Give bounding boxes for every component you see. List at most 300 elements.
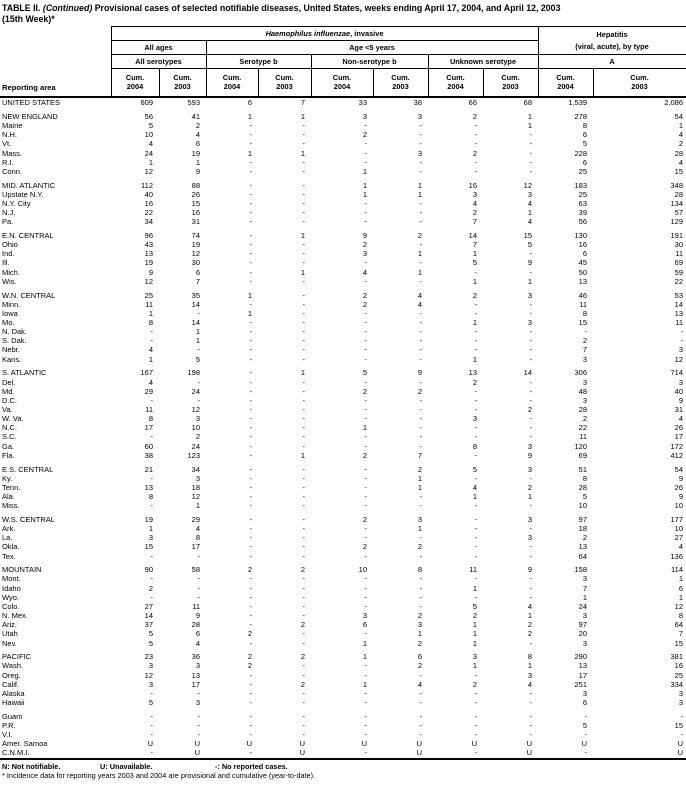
value-cell: 2 bbox=[582, 414, 588, 424]
value-cell: 1 bbox=[678, 592, 684, 602]
reporting-area-cell: N.C. bbox=[2, 423, 17, 433]
value-cell: - bbox=[529, 377, 533, 387]
table-row bbox=[0, 149, 686, 158]
value-cell: 251 bbox=[574, 679, 588, 689]
value-cell: 16 bbox=[144, 198, 153, 208]
value-cell: 17 bbox=[191, 542, 200, 552]
value-cell: 8 bbox=[527, 652, 533, 662]
value-cell: - bbox=[419, 583, 422, 593]
value-cell: 3 bbox=[582, 638, 588, 648]
value-cell: 16 bbox=[468, 180, 477, 190]
value-cell: 2 bbox=[362, 290, 367, 300]
value-cell: - bbox=[474, 501, 477, 511]
value-cell: - bbox=[419, 670, 422, 680]
table-row bbox=[0, 190, 686, 199]
value-cell: 4 bbox=[678, 414, 684, 424]
value-cell: 2 bbox=[527, 482, 533, 492]
value-cell: - bbox=[302, 249, 305, 259]
reporting-area-cell: Upstate N.Y. bbox=[2, 189, 44, 199]
value-cell: 1,539 bbox=[568, 98, 588, 108]
value-cell: 28 bbox=[674, 189, 684, 199]
value-cell: - bbox=[150, 748, 153, 758]
value-cell: U bbox=[194, 748, 200, 758]
value-cell: - bbox=[302, 377, 305, 387]
value-cell: 48 bbox=[578, 386, 588, 396]
value-cell: - bbox=[249, 492, 252, 501]
footnote-not-notifiable: N: Not notifiable. bbox=[2, 761, 61, 771]
value-cell: - bbox=[302, 720, 305, 730]
value-cell: - bbox=[249, 180, 252, 190]
footnote-keys bbox=[2, 762, 686, 771]
value-cell: 24 bbox=[578, 601, 588, 611]
value-cell: 15 bbox=[578, 318, 588, 327]
value-cell: 4 bbox=[417, 290, 422, 300]
value-cell: U bbox=[526, 748, 533, 758]
value-cell: - bbox=[419, 157, 422, 167]
table-row bbox=[0, 465, 686, 474]
value-cell: - bbox=[419, 441, 422, 451]
value-cell: - bbox=[364, 318, 367, 327]
value-cell: - bbox=[529, 308, 533, 318]
value-cell: - bbox=[364, 482, 367, 492]
value-cell: - bbox=[302, 395, 305, 405]
value-cell: 2 bbox=[362, 130, 367, 140]
value-cell: - bbox=[249, 482, 252, 492]
value-cell: 1 bbox=[472, 620, 477, 630]
value-cell: - bbox=[249, 130, 252, 140]
value-cell: 3 bbox=[527, 290, 533, 300]
value-cell: - bbox=[249, 395, 252, 405]
value-cell: 96 bbox=[144, 231, 153, 240]
value-cell: 2 bbox=[678, 139, 684, 149]
value-cell: 1 bbox=[678, 574, 684, 584]
table-title-label: TABLE II. bbox=[2, 3, 41, 13]
reporting-area-cell: N.Y. City bbox=[2, 198, 31, 208]
column-group-hepatitis: Hepatitis (viral, acute), by type bbox=[538, 27, 686, 55]
value-cell: 1 bbox=[362, 166, 367, 176]
value-cell: 6 bbox=[678, 583, 684, 593]
value-cell: - bbox=[249, 405, 252, 414]
value-cell: - bbox=[249, 208, 252, 218]
table-row bbox=[0, 258, 686, 267]
value-cell: - bbox=[529, 592, 533, 602]
value-cell: 16 bbox=[578, 240, 588, 250]
value-cell: 15 bbox=[523, 231, 533, 240]
value-cell: 593 bbox=[187, 98, 200, 108]
value-cell: 2 bbox=[417, 386, 422, 396]
reporting-area-cell: Ind. bbox=[2, 249, 15, 259]
value-cell: - bbox=[419, 601, 422, 611]
value-cell: 4 bbox=[417, 299, 422, 309]
value-cell: 4 bbox=[678, 130, 684, 140]
value-cell: - bbox=[249, 748, 252, 758]
value-cell: U bbox=[194, 739, 200, 749]
value-cell: U bbox=[471, 739, 477, 749]
value-cell: 22 bbox=[144, 208, 153, 218]
value-cell: - bbox=[197, 574, 200, 584]
table-row bbox=[0, 474, 686, 483]
value-cell: 2 bbox=[362, 514, 367, 524]
value-cell: 22 bbox=[578, 423, 588, 433]
value-cell: - bbox=[529, 501, 533, 511]
value-cell: 15 bbox=[144, 542, 153, 552]
value-cell: - bbox=[249, 377, 252, 387]
value-cell: - bbox=[474, 688, 477, 698]
value-cell: 19 bbox=[191, 240, 200, 250]
value-cell: - bbox=[249, 524, 252, 534]
value-cell: 4 bbox=[678, 542, 684, 552]
value-cell: 1 bbox=[362, 423, 367, 433]
value-cell: - bbox=[302, 423, 305, 433]
value-cell: 5 bbox=[582, 492, 588, 501]
value-cell: 412 bbox=[670, 450, 684, 460]
value-cell: 2 bbox=[527, 405, 533, 414]
value-cell: - bbox=[302, 583, 305, 593]
value-cell: 1 bbox=[472, 318, 477, 327]
value-cell: - bbox=[529, 524, 533, 534]
reporting-area-cell: W.N. CENTRAL bbox=[2, 290, 56, 300]
value-cell: 16 bbox=[191, 208, 200, 218]
value-cell: 1 bbox=[247, 308, 252, 318]
column-header-cum-2004-8: Cum. 2004 bbox=[538, 69, 593, 98]
reporting-area-cell: Idaho bbox=[2, 583, 21, 593]
value-cell: 3 bbox=[195, 414, 200, 424]
value-cell: - bbox=[150, 336, 153, 346]
value-cell: 3 bbox=[417, 111, 422, 121]
reporting-area-cell: Ill. bbox=[2, 258, 10, 268]
value-cell: - bbox=[364, 148, 367, 158]
value-cell: - bbox=[680, 711, 684, 721]
value-cell: - bbox=[419, 166, 422, 176]
value-cell: 1 bbox=[148, 354, 153, 364]
value-cell: 8 bbox=[417, 565, 422, 575]
reporting-area-cell: Minn. bbox=[2, 299, 21, 309]
value-cell: 3 bbox=[678, 345, 684, 355]
value-cell: 3 bbox=[527, 441, 533, 451]
reporting-area-cell: Ohio bbox=[2, 240, 18, 250]
value-cell: - bbox=[150, 574, 153, 584]
value-cell: 11 bbox=[145, 405, 153, 414]
value-cell: - bbox=[302, 441, 305, 451]
value-cell: 3 bbox=[582, 611, 588, 621]
table-row bbox=[0, 423, 686, 432]
value-cell: 5 bbox=[527, 240, 533, 250]
value-cell: 3 bbox=[472, 414, 477, 424]
value-cell: 30 bbox=[674, 240, 684, 250]
value-cell: 3 bbox=[472, 189, 477, 199]
value-cell: 16 bbox=[674, 661, 684, 671]
value-cell: 14 bbox=[674, 299, 684, 309]
value-cell: - bbox=[249, 432, 252, 442]
value-cell: 6 bbox=[195, 267, 200, 277]
column-header-cum-2004-4: Cum. 2004 bbox=[311, 69, 373, 98]
column-group-haemophilus-influenzae: Haemophilus influenzae, invasive bbox=[111, 27, 538, 41]
value-cell: 112 bbox=[141, 180, 153, 190]
value-cell: 1 bbox=[362, 189, 367, 199]
value-cell: 1 bbox=[678, 121, 684, 131]
value-cell: 17 bbox=[674, 432, 684, 442]
value-cell: 7 bbox=[300, 98, 305, 108]
value-cell: - bbox=[529, 299, 533, 309]
table-row bbox=[0, 167, 686, 176]
value-cell: - bbox=[302, 574, 305, 584]
value-cell: - bbox=[302, 290, 305, 300]
value-cell: - bbox=[249, 679, 252, 689]
value-cell: - bbox=[474, 450, 477, 460]
value-cell: - bbox=[364, 405, 367, 414]
value-cell: - bbox=[419, 551, 422, 561]
value-cell: U bbox=[361, 739, 367, 749]
value-cell: 28 bbox=[191, 620, 200, 630]
value-cell: 2 bbox=[300, 620, 305, 630]
value-cell: 3 bbox=[582, 574, 588, 584]
value-cell: 191 bbox=[670, 231, 684, 240]
value-cell: 3 bbox=[582, 395, 588, 405]
value-cell: 2 bbox=[300, 565, 305, 575]
value-cell: 4 bbox=[678, 157, 684, 167]
reporting-area-cell: Colo. bbox=[2, 601, 20, 611]
column-header-cum-2003-9: Cum. 2003 bbox=[593, 69, 686, 98]
table-row bbox=[0, 698, 686, 707]
value-cell: U bbox=[299, 748, 305, 758]
reporting-area-cell: Nev. bbox=[2, 638, 17, 648]
value-cell: - bbox=[150, 327, 153, 337]
reporting-area-cell: Ark. bbox=[2, 524, 16, 534]
value-cell: - bbox=[302, 514, 305, 524]
value-cell: U bbox=[416, 748, 422, 758]
value-cell: 3 bbox=[527, 464, 533, 474]
value-cell: - bbox=[474, 551, 477, 561]
value-cell: - bbox=[364, 551, 367, 561]
value-cell: 2 bbox=[417, 638, 422, 648]
value-cell: U bbox=[526, 739, 533, 749]
table-row bbox=[0, 318, 686, 327]
value-cell: - bbox=[302, 217, 305, 227]
value-cell: - bbox=[474, 121, 477, 131]
value-cell: - bbox=[302, 354, 305, 364]
column-subgroup-a: A bbox=[538, 55, 686, 69]
value-cell: 18 bbox=[191, 482, 200, 492]
value-cell: 4 bbox=[527, 601, 533, 611]
value-cell: 25 bbox=[578, 166, 588, 176]
value-cell: 1 bbox=[417, 524, 422, 534]
value-cell: - bbox=[474, 670, 477, 680]
value-cell: - bbox=[302, 139, 305, 149]
value-cell: 26 bbox=[674, 423, 684, 433]
column-header-cum-2004-0: Cum. 2004 bbox=[111, 69, 159, 98]
table-row bbox=[0, 336, 686, 345]
value-cell: 1 bbox=[472, 583, 477, 593]
value-cell: - bbox=[419, 405, 422, 414]
table-row bbox=[0, 139, 686, 148]
value-cell: - bbox=[584, 730, 588, 740]
value-cell: - bbox=[364, 688, 367, 698]
reporting-area-cell: Utah bbox=[2, 629, 18, 639]
value-cell: - bbox=[419, 414, 422, 424]
value-cell: 5 bbox=[148, 638, 153, 648]
value-cell: 25 bbox=[578, 189, 588, 199]
column-subgroup-non-serotype-b: Non-serotype b bbox=[311, 55, 428, 69]
value-cell: - bbox=[419, 688, 422, 698]
value-cell: - bbox=[364, 501, 367, 511]
value-cell: 1 bbox=[195, 157, 200, 167]
value-cell: - bbox=[529, 157, 533, 167]
table-title bbox=[0, 0, 686, 25]
value-cell: 2 bbox=[247, 652, 252, 662]
value-cell: 18 bbox=[578, 524, 588, 534]
reporting-area-cell: La. bbox=[2, 533, 13, 543]
table-row bbox=[0, 231, 686, 240]
table-row bbox=[0, 739, 686, 748]
value-cell: 1 bbox=[527, 111, 533, 121]
value-cell: U bbox=[299, 739, 305, 749]
value-cell: 306 bbox=[574, 368, 588, 378]
value-cell: - bbox=[364, 473, 367, 483]
table-row bbox=[0, 611, 686, 620]
value-cell: - bbox=[302, 308, 305, 318]
value-cell: - bbox=[302, 698, 305, 708]
value-cell: 56 bbox=[144, 111, 153, 121]
value-cell: 609 bbox=[140, 98, 153, 108]
value-cell: - bbox=[419, 730, 422, 740]
value-cell: 14 bbox=[468, 231, 477, 240]
value-cell: 56 bbox=[578, 217, 588, 227]
value-cell: - bbox=[302, 258, 305, 268]
value-cell: - bbox=[302, 601, 305, 611]
value-cell: - bbox=[364, 276, 367, 286]
value-cell: 6 bbox=[362, 620, 367, 630]
value-cell: 1 bbox=[362, 180, 367, 190]
value-cell: 290 bbox=[574, 652, 588, 662]
value-cell: 57 bbox=[674, 208, 684, 218]
value-cell: 64 bbox=[674, 620, 684, 630]
table-row bbox=[0, 277, 686, 286]
value-cell: 38 bbox=[144, 450, 153, 460]
value-cell: 1 bbox=[300, 368, 305, 378]
table-row bbox=[0, 181, 686, 190]
value-cell: - bbox=[249, 276, 252, 286]
value-cell: 3 bbox=[582, 354, 588, 364]
value-cell: 33 bbox=[358, 98, 367, 108]
reporting-area-cell: Tex. bbox=[2, 551, 16, 561]
value-cell: 2 bbox=[362, 299, 367, 309]
value-cell: 19 bbox=[191, 148, 200, 158]
value-cell: - bbox=[474, 592, 477, 602]
value-cell: U bbox=[246, 739, 252, 749]
value-cell: 31 bbox=[674, 405, 684, 414]
value-cell: - bbox=[474, 336, 477, 346]
value-cell: 3 bbox=[362, 111, 367, 121]
value-cell: 3 bbox=[582, 377, 588, 387]
value-cell: - bbox=[249, 574, 252, 584]
value-cell: - bbox=[474, 533, 477, 543]
table-row bbox=[0, 249, 686, 258]
value-cell: 3 bbox=[148, 679, 153, 689]
value-cell: - bbox=[197, 395, 200, 405]
value-cell: 13 bbox=[191, 670, 200, 680]
value-cell: - bbox=[529, 336, 533, 346]
value-cell: - bbox=[364, 661, 367, 671]
table-row bbox=[0, 327, 686, 336]
value-cell: 6 bbox=[195, 139, 200, 149]
value-cell: - bbox=[302, 189, 305, 199]
value-cell: 17 bbox=[191, 679, 200, 689]
value-cell: - bbox=[529, 688, 533, 698]
reporting-area-cell: Mass. bbox=[2, 148, 23, 158]
value-cell: - bbox=[249, 240, 252, 250]
footnotes bbox=[0, 760, 686, 780]
value-cell: - bbox=[419, 574, 422, 584]
value-cell: 12 bbox=[674, 601, 684, 611]
value-cell: 1 bbox=[527, 611, 533, 621]
value-cell: 278 bbox=[574, 111, 588, 121]
value-cell: - bbox=[474, 405, 477, 414]
value-cell: 1 bbox=[300, 111, 305, 121]
table-row bbox=[0, 368, 686, 377]
value-cell: - bbox=[419, 501, 422, 511]
value-cell: 9 bbox=[417, 368, 422, 378]
value-cell: 24 bbox=[191, 386, 200, 396]
value-cell: - bbox=[302, 208, 305, 218]
reporting-area-cell: Mich. bbox=[2, 267, 20, 277]
value-cell: 7 bbox=[472, 240, 477, 250]
value-cell: 2 bbox=[362, 542, 367, 552]
value-cell: - bbox=[302, 276, 305, 286]
value-cell: - bbox=[249, 217, 252, 227]
table-row bbox=[0, 442, 686, 451]
reporting-area-cell: Ky. bbox=[2, 473, 13, 483]
value-cell: - bbox=[302, 501, 305, 511]
value-cell: 29 bbox=[191, 514, 200, 524]
value-cell: 1 bbox=[527, 276, 533, 286]
value-cell: - bbox=[364, 198, 367, 208]
value-cell: - bbox=[419, 698, 422, 708]
value-cell: - bbox=[302, 240, 305, 250]
value-cell: - bbox=[364, 345, 367, 355]
value-cell: - bbox=[302, 533, 305, 543]
value-cell: - bbox=[249, 318, 252, 327]
reporting-area-cell: Wis. bbox=[2, 276, 17, 286]
value-cell: 28 bbox=[674, 148, 684, 158]
reporting-area-cell: Oreg. bbox=[2, 670, 21, 680]
value-cell: 30 bbox=[191, 258, 200, 268]
value-cell: - bbox=[529, 166, 533, 176]
value-cell: - bbox=[302, 551, 305, 561]
value-cell: 11 bbox=[675, 249, 684, 259]
reporting-area-cell: NEW ENGLAND bbox=[2, 111, 58, 121]
value-cell: - bbox=[529, 432, 533, 442]
value-cell: - bbox=[474, 524, 477, 534]
value-cell: 2 bbox=[417, 611, 422, 621]
value-cell: 13 bbox=[144, 482, 153, 492]
value-cell: 2 bbox=[300, 652, 305, 662]
reporting-area-cell: UNITED STATES bbox=[2, 98, 61, 108]
value-cell: 9 bbox=[148, 267, 153, 277]
value-cell: - bbox=[249, 473, 252, 483]
value-cell: 38 bbox=[413, 98, 422, 108]
value-cell: 120 bbox=[574, 441, 588, 451]
value-cell: - bbox=[302, 670, 305, 680]
table-row bbox=[0, 483, 686, 492]
value-cell: 13 bbox=[578, 661, 588, 671]
value-cell: - bbox=[474, 308, 477, 318]
value-cell: 2 bbox=[417, 542, 422, 552]
value-cell: - bbox=[249, 441, 252, 451]
table-row bbox=[0, 130, 686, 139]
value-cell: - bbox=[529, 473, 533, 483]
value-cell: 13 bbox=[578, 276, 588, 286]
value-cell: 74 bbox=[191, 231, 200, 240]
